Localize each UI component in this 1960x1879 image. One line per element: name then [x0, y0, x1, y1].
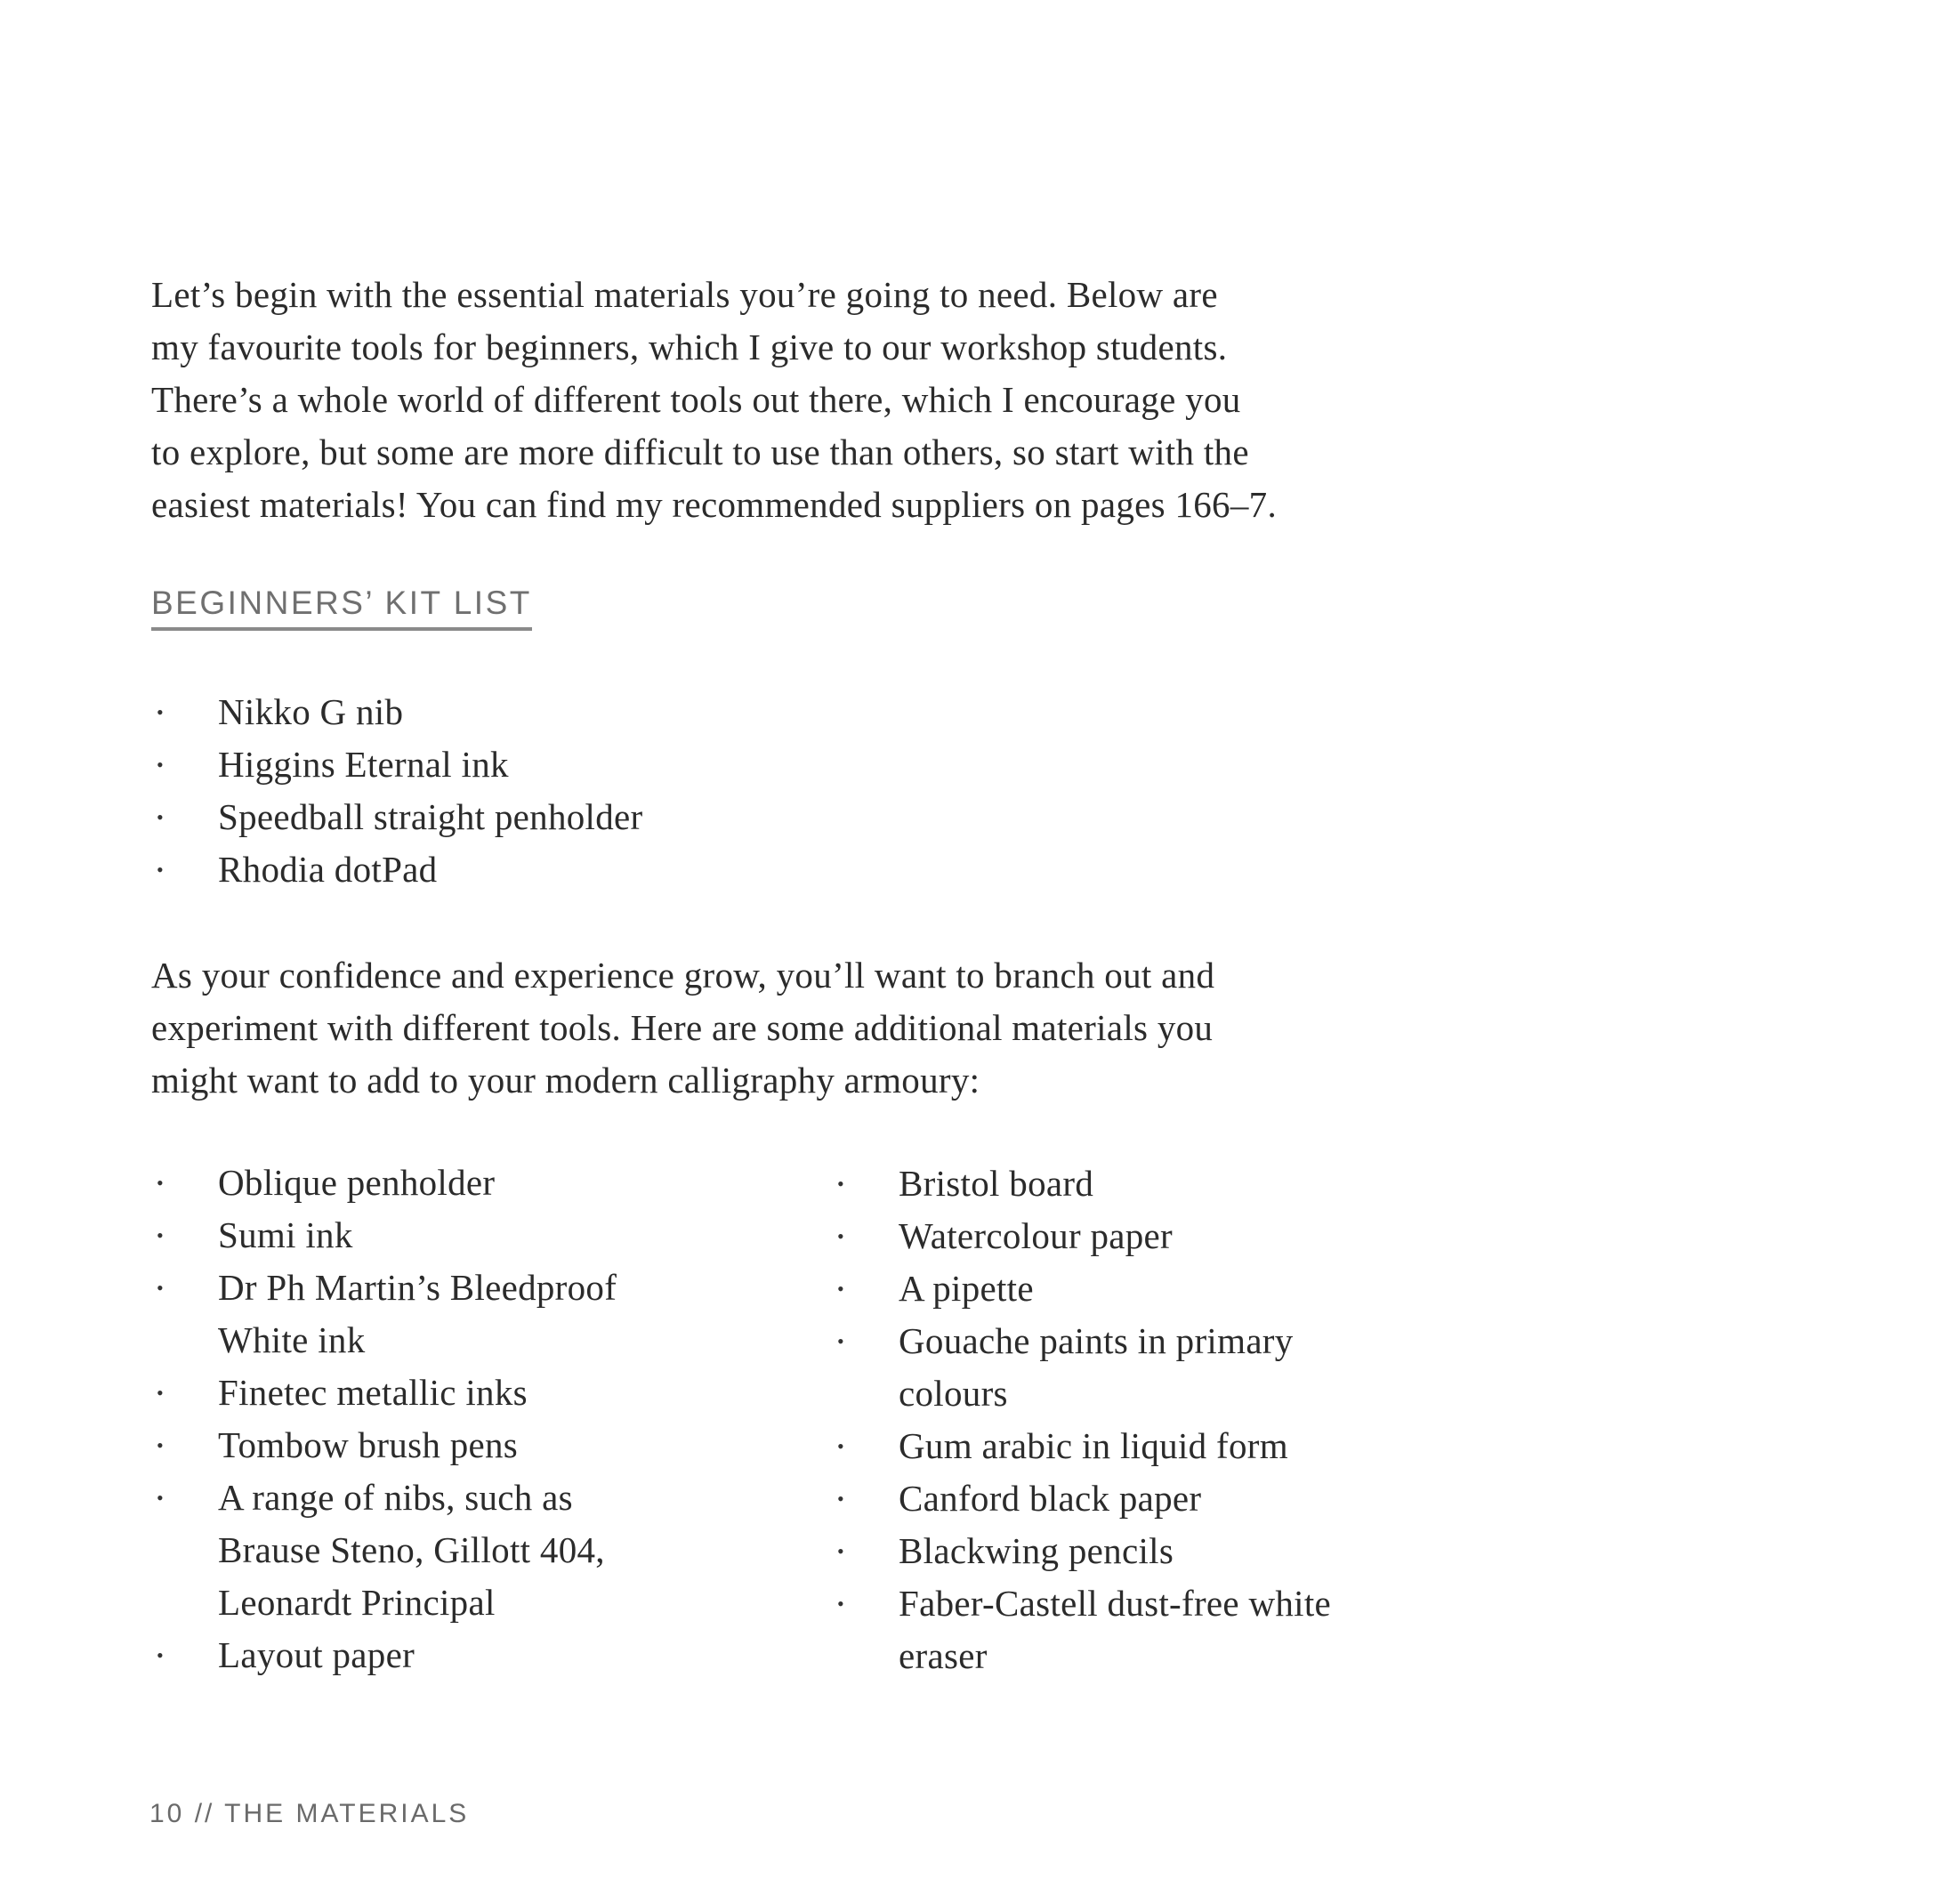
bullet-icon: •	[836, 1593, 844, 1615]
list-item: • Higgins Eternal ink	[151, 738, 952, 791]
bullet-icon: •	[156, 1382, 164, 1404]
bullet-icon: •	[836, 1435, 844, 1457]
intro-line: easiest materials! You can find my recommended suppliers on pages 166–7.	[151, 484, 1277, 525]
intro-paragraph	[151, 269, 1521, 531]
list-item: • Watercolour paper	[832, 1210, 1472, 1262]
list-item: • Oblique penholder	[151, 1157, 703, 1209]
bullet-icon: •	[836, 1540, 844, 1562]
list-item: • Finetec metallic inks	[151, 1367, 703, 1419]
bullet-icon: •	[156, 1644, 164, 1666]
list-item: • Gouache paints in primary colours	[832, 1315, 1472, 1420]
additional-intro-paragraph	[151, 949, 1521, 1107]
bullet-icon: •	[156, 1172, 164, 1194]
additional-materials-right-list	[832, 1157, 1472, 1682]
list-item: • Canford black paper	[832, 1472, 1472, 1525]
bullet-icon: •	[836, 1173, 844, 1195]
list-item: • Rhodia dotPad	[151, 843, 952, 896]
section-heading: BEGINNERS’ KIT LIST	[151, 585, 532, 631]
intro-line: my favourite tools for beginners, which I give to our workshop students.	[151, 327, 1228, 367]
list-item: • Dr Ph Martin’s Bleedproof White ink	[151, 1262, 703, 1367]
bullet-icon: •	[836, 1330, 844, 1352]
list-item: • Faber-Castell dust-free white eraser	[832, 1577, 1472, 1682]
bullet-icon: •	[156, 754, 164, 776]
list-item: • Blackwing pencils	[832, 1525, 1472, 1577]
bullet-icon: •	[156, 1277, 164, 1299]
list-item: • Tombow brush pens	[151, 1419, 703, 1472]
bullet-icon: •	[156, 1224, 164, 1246]
additional-materials-left-list	[151, 1157, 703, 1681]
bullet-icon: •	[156, 806, 164, 828]
list-item: • Speedball straight penholder	[151, 791, 952, 843]
intro-line: Let’s begin with the essential materials you’re going to need. Below are	[151, 274, 1218, 315]
list-item: • Nikko G nib	[151, 686, 952, 738]
intro2-line: As your confidence and experience grow, you’ll want to branch out and	[151, 955, 1215, 996]
intro2-line: experiment with different tools. Here are some additional materials you	[151, 1007, 1214, 1048]
bullet-icon: •	[156, 1487, 164, 1509]
page-footer: 10 // THE MATERIALS	[149, 1799, 470, 1828]
bullet-icon: •	[156, 859, 164, 881]
intro2-line: might want to add to your modern calligraphy armoury:	[151, 1060, 980, 1101]
list-item: • A range of nibs, such as Brause Steno, Gillott 404, Leonardt Principal	[151, 1472, 703, 1629]
list-item: • A pipette	[832, 1262, 1472, 1315]
bullet-icon: •	[836, 1488, 844, 1510]
list-item: • Sumi ink	[151, 1209, 703, 1262]
bullet-icon: •	[836, 1225, 844, 1247]
beginners-kit-list	[151, 686, 952, 896]
intro-line: to explore, but some are more difficult to use than others, so start with the	[151, 431, 1249, 472]
list-item: • Bristol board	[832, 1157, 1472, 1210]
list-item: • Gum arabic in liquid form	[832, 1420, 1472, 1472]
intro-line: There’s a whole world of different tools out there, which I encourage you	[151, 379, 1241, 420]
bullet-icon: •	[836, 1278, 844, 1300]
bullet-icon: •	[156, 701, 164, 723]
list-item: • Layout paper	[151, 1629, 703, 1681]
bullet-icon: •	[156, 1434, 164, 1456]
